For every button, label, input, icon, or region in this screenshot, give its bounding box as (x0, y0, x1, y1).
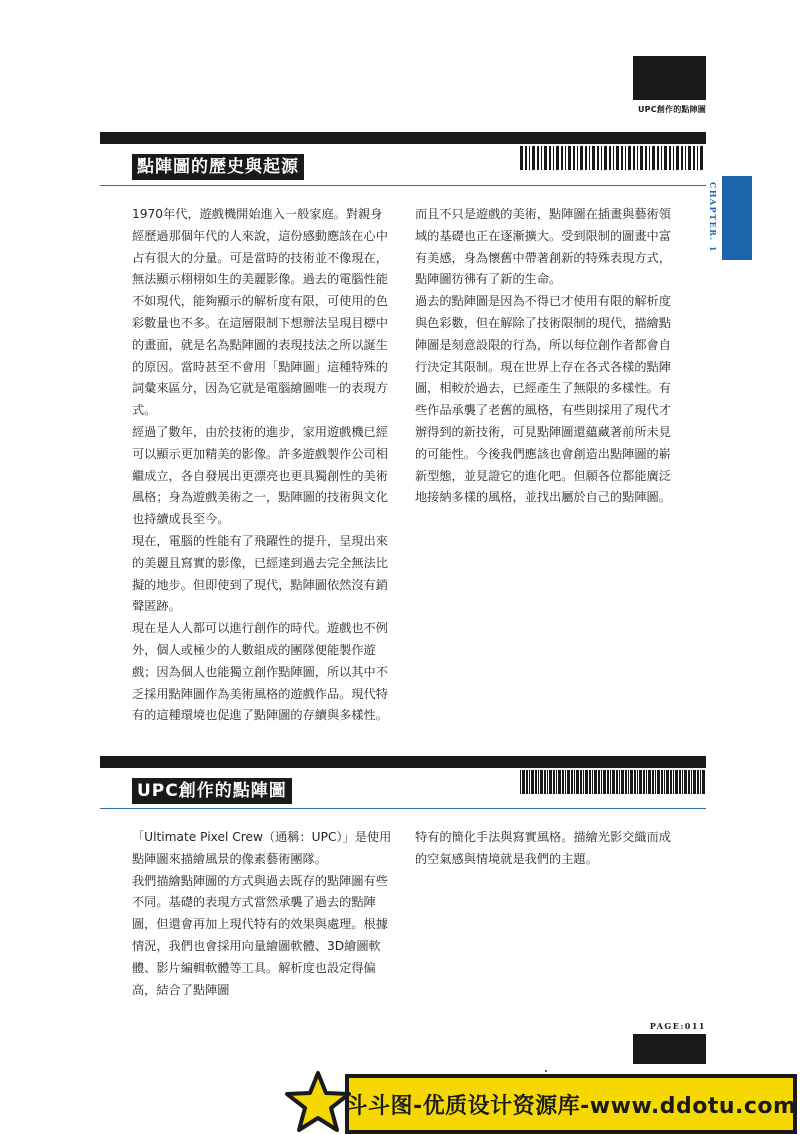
barcode-bar (583, 770, 584, 794)
barcode-bar (540, 770, 543, 794)
barcode-bar (589, 770, 591, 794)
barcode-bar (628, 770, 629, 794)
header-corner-block (633, 56, 706, 100)
barcode-bar (648, 770, 651, 794)
barcode-bar (553, 770, 555, 794)
chapter-label: CHAPTER. 1 (708, 182, 718, 253)
paragraph: 我們描繪點陣圖的方式與過去既存的點陣圖有些不同。基礎的表現方式當然承襲了過去的點陣圖，但還會再加上現代特有的效果與處理。根據情況，我們也會採用向量繪圖軟體、3D繪圖軟體、影片編輯軟體等工具。解析度也設定得偏高，結合了點陣圖 (132, 873, 388, 997)
barcode-bar (538, 770, 539, 794)
barcode-bar (529, 146, 530, 170)
barcode-bar (643, 770, 645, 794)
barcode-bar (700, 146, 703, 170)
barcode-bar (693, 146, 695, 170)
decorative-dot (545, 1070, 547, 1072)
barcode-bar (535, 770, 537, 794)
barcode-bar (652, 146, 655, 170)
barcode-bar (640, 146, 643, 170)
star-icon (283, 1070, 353, 1134)
barcode-bar (666, 770, 669, 794)
barcode-bar (601, 146, 602, 170)
barcode-bar (565, 770, 566, 794)
barcode-bar (679, 770, 681, 794)
barcode-bar (601, 770, 602, 794)
barcode-bar (580, 146, 583, 170)
barcode-bar (562, 770, 564, 794)
section2-barcode (520, 770, 705, 794)
barcode-bar (628, 146, 631, 170)
section1-left-column (132, 204, 392, 727)
barcode-bar (594, 770, 597, 794)
paragraph: 「Ultimate Pixel Crew（通稱：UPC）」是使用點陣圖來描繪風景的像素藝術團隊。 (132, 830, 392, 866)
barcode-bar (649, 146, 650, 170)
barcode-bar (598, 770, 600, 794)
barcode-bar (691, 770, 692, 794)
barcode-bar (549, 770, 552, 794)
barcode-bar (592, 770, 593, 794)
barcode-bar (633, 146, 635, 170)
barcode-bar (531, 770, 534, 794)
barcode-bar (597, 146, 599, 170)
barcode-bar (621, 770, 624, 794)
barcode-bar (603, 770, 606, 794)
barcode-bar (556, 146, 559, 170)
paragraph: 而且不只是遊戲的美術，點陣圖在插畫與藝術領域的基礎也正在逐漸擴大。受到限制的圖畫中富有美感，身為懷舊中帶著創新的特殊表現方式，點陣圖彷彿有了新的生命。 (415, 207, 671, 287)
watermark-banner (345, 1074, 797, 1134)
barcode-bar (565, 146, 566, 170)
barcode-bar (700, 770, 701, 794)
section1-title-text: 點陣圖的歷史與起源 (137, 157, 299, 177)
barcode-bar (652, 770, 654, 794)
section1-barcode (520, 146, 705, 170)
barcode-bar (673, 770, 674, 794)
section1-top-bar (100, 132, 706, 144)
barcode-bar (657, 770, 660, 794)
barcode-bar (684, 770, 687, 794)
paragraph: 特有的簡化手法與寫實風格。描繪光影交織而成的空氣感與情境就是我們的主題。 (415, 830, 671, 866)
barcode-bar (520, 770, 521, 794)
barcode-bar (529, 770, 530, 794)
section1-title (132, 154, 304, 180)
barcode-bar (547, 770, 548, 794)
barcode-bar (676, 146, 679, 170)
barcode-bar (610, 770, 611, 794)
barcode-bar (637, 770, 638, 794)
barcode-bar (673, 146, 674, 170)
barcode-bar (702, 770, 705, 794)
barcode-bar (520, 146, 523, 170)
section2-rule (100, 808, 706, 809)
barcode-bar (585, 146, 587, 170)
barcode-bar (661, 146, 662, 170)
barcode-bar (573, 146, 575, 170)
barcode-bar (526, 770, 528, 794)
barcode-bar (637, 146, 638, 170)
barcode-bar (616, 770, 618, 794)
barcode-bar (688, 146, 691, 170)
barcode-bar (609, 146, 611, 170)
section2-right-column (415, 827, 675, 871)
barcode-bar (621, 146, 623, 170)
barcode-bar (613, 146, 614, 170)
barcode-bar (592, 146, 595, 170)
barcode-bar (604, 146, 607, 170)
barcode-bar (682, 770, 683, 794)
barcode-bar (532, 146, 535, 170)
paragraph: 經過了數年，由於技術的進步，家用遊戲機已經可以顯示更加精美的影像。許多遊戲製作公司相繼成立，各自發展出更漂亮也更具獨創性的美術風格；身為遊戲美術之一，點陣圖的技術與文化也持續成長至今。 (132, 424, 388, 527)
barcode-bar (670, 770, 672, 794)
barcode-bar (616, 146, 619, 170)
barcode-bar (544, 146, 547, 170)
barcode-bar (669, 146, 671, 170)
barcode-bar (549, 146, 551, 170)
barcode-bar (585, 770, 588, 794)
barcode-bar (645, 146, 647, 170)
section1-right-column (415, 204, 675, 509)
barcode-bar (657, 146, 659, 170)
barcode-bar (567, 770, 570, 794)
barcode-bar (625, 770, 627, 794)
barcode-bar (541, 146, 542, 170)
barcode-bar (612, 770, 615, 794)
chapter-tab (722, 176, 752, 260)
paragraph: 過去的點陣圖是因為不得已才使用有限的解析度與色彩數，但在解除了技術限制的現代，描繪點陣圖是刻意設限的行為，所以每位創作者都會自行決定其限制。現在世界上存在各式各樣的點陣圖，相較於過去，已經產生了無限的多樣性。有些作品承襲了老舊的風格，有些則採用了現代才辦得到的新技術，可見點陣圖還蘊藏著前所未見的可能性。今後我們應該也會創造出點陣圖的嶄新型態，並見證它的進化吧。但願各位都能廣泛地接納多樣的風格，並找出屬於自己的點陣圖。 (415, 294, 671, 505)
barcode-bar (661, 770, 663, 794)
barcode-bar (577, 146, 578, 170)
barcode-bar (556, 770, 557, 794)
barcode-bar (664, 770, 665, 794)
section2-top-bar (100, 756, 706, 768)
barcode-bar (574, 770, 575, 794)
barcode-bar (630, 770, 633, 794)
barcode-bar (664, 146, 667, 170)
barcode-bar (558, 770, 561, 794)
barcode-bar (525, 146, 527, 170)
barcode-bar (561, 146, 563, 170)
barcode-bar (675, 770, 678, 794)
barcode-bar (589, 146, 590, 170)
barcode-bar (607, 770, 609, 794)
section1-rule (100, 185, 706, 186)
watermark-text: 斗斗图-优质设计资源库-www.ddotu.com (345, 1093, 797, 1119)
barcode-bar (639, 770, 642, 794)
section2-title (132, 778, 292, 804)
running-head: UPC創作的點陣圖 (637, 105, 706, 114)
barcode-bar (697, 770, 699, 794)
barcode-bar (655, 770, 656, 794)
section2-title-text: UPC創作的點陣圖 (137, 781, 287, 801)
barcode-bar (544, 770, 546, 794)
section2-left-column (132, 827, 392, 1001)
barcode-bar (697, 146, 698, 170)
barcode-bar (619, 770, 620, 794)
barcode-bar (580, 770, 582, 794)
barcode-bar (688, 770, 690, 794)
barcode-bar (576, 770, 579, 794)
footer-corner-block (633, 1034, 706, 1064)
paragraph: 現在，電腦的性能有了飛躍性的提升，呈現出來的美麗且寫實的影像，已經達到過去完全無法比擬的地步。但即使到了現代，點陣圖依然沒有銷聲匿跡。 (132, 533, 388, 614)
barcode-bar (634, 770, 636, 794)
barcode-bar (522, 770, 525, 794)
barcode-bar (646, 770, 647, 794)
barcode-bar (568, 146, 571, 170)
barcode-bar (681, 146, 683, 170)
paragraph: 現在是人人都可以進行創作的時代。遊戲也不例外，個人或極少的人數組成的團隊便能製作遊戲；因為個人也能獨立創作點陣圖，所以其中不乏採用點陣圖作為美術風格的遊戲作品。現代特有的這種環境也促進了點陣圖的存續與多樣性。 (132, 621, 388, 723)
barcode-bar (571, 770, 573, 794)
paragraph: 1970年代，遊戲機開始進入一般家庭。對親身經歷過那個年代的人來說，這份感動應該在心中占有很大的分量。可是當時的技術並不像現在，無法顯示栩栩如生的美麗影像。過去的電腦性能不如現代，能夠顯示的解析度有限，可使用的色彩數量也不多。在這層限制下想辦法呈現目標中的畫面，就是名為點陣圖的表現技法之所以誕生的原因。當時甚至不會用「點陣圖」這種特殊的詞彙來區分，因為它就是電腦繪圖唯一的表現方式。 (132, 207, 388, 418)
watermark-banner-inner (345, 1078, 797, 1130)
page-number: PAGE:011 (649, 1021, 706, 1031)
barcode-bar (693, 770, 696, 794)
barcode-bar (685, 146, 686, 170)
barcode-bar (625, 146, 626, 170)
barcode-bar (553, 146, 554, 170)
barcode-bar (537, 146, 539, 170)
